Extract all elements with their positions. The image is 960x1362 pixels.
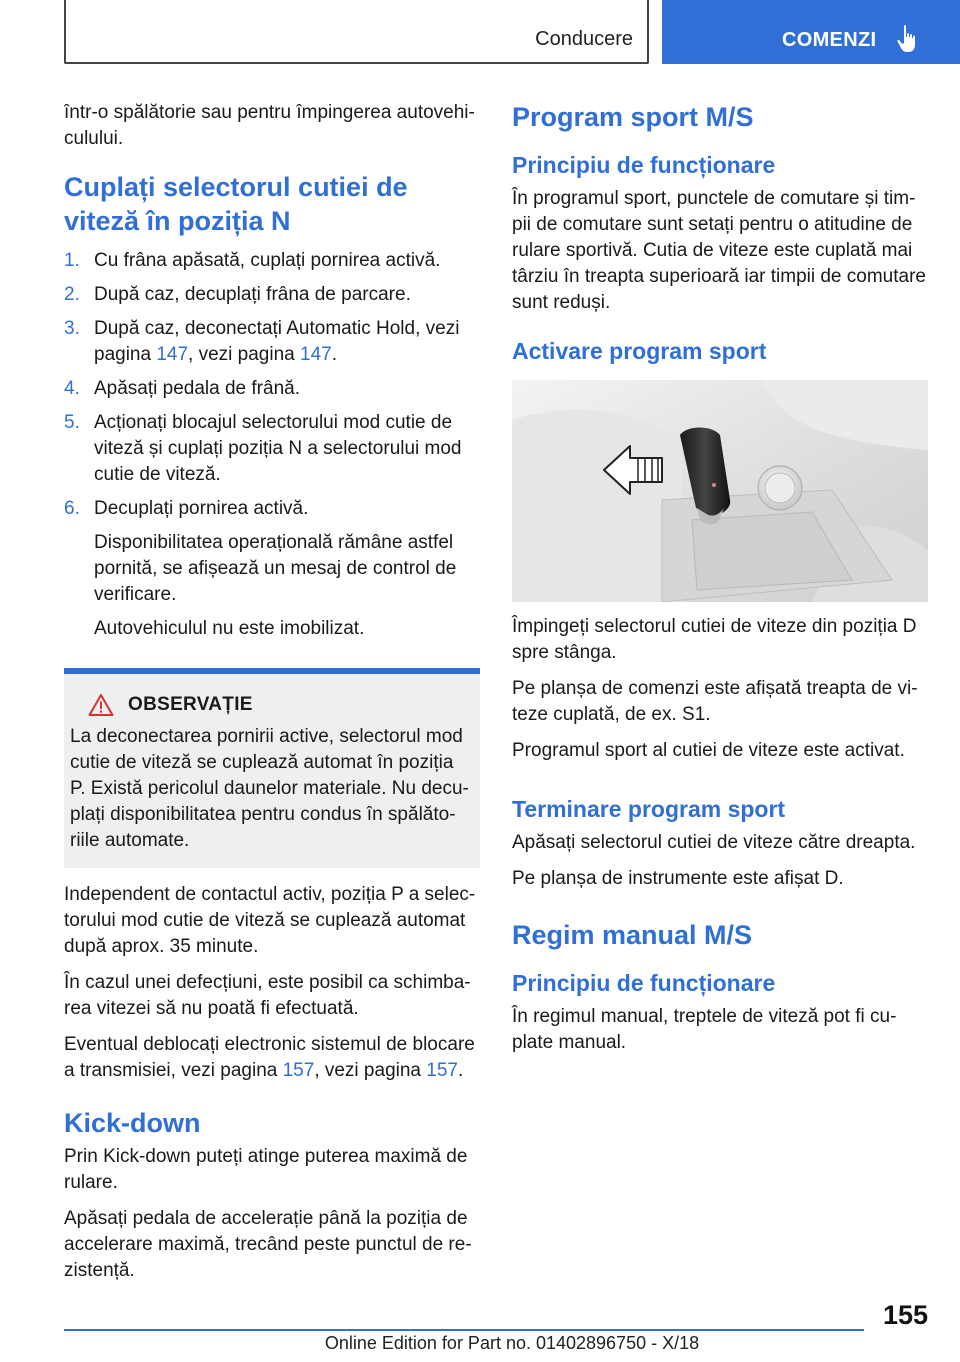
- list-item: [64, 376, 480, 402]
- kickdown-paragraph-1: Prin Kick-down puteți atinge puterea maximă de rulare.: [64, 1146, 468, 1193]
- paragraph-text: Eventual deblocați electronic sistemul de blocare a transmisiei, vezi pagina: [64, 1034, 475, 1081]
- page-link-157[interactable]: 157: [426, 1060, 458, 1081]
- heading-sport-program: Program sport M/S: [512, 102, 754, 132]
- step-number: 3.: [64, 318, 80, 339]
- list-item: [64, 248, 480, 274]
- step-text: După caz, deconectați Automatic Hold, vezi pagina: [94, 318, 460, 365]
- step-number: 5.: [64, 412, 80, 433]
- paragraph-unlock: [64, 1032, 480, 1084]
- warning-triangle-icon: [88, 693, 114, 717]
- page-link-157[interactable]: 157: [282, 1060, 315, 1081]
- step-text: Acționați blocajul selectorului mod cutie de viteză și cuplați poziția N a selectorului mod cutie de viteză.: [94, 412, 462, 485]
- page-link-147[interactable]: 147: [300, 344, 332, 365]
- step-text: , vezi pagina: [188, 344, 301, 365]
- paragraph-text: , vezi pagina: [314, 1060, 427, 1081]
- hand-pointer-icon: [896, 24, 920, 54]
- intro-paragraph: într-o spălătorie sau pentru împingerea autovehiculului.: [64, 102, 475, 149]
- header-section-label: Conducere: [535, 28, 633, 50]
- page-number: 155: [882, 1300, 928, 1330]
- footer-edition: Online Edition for Part no. 01402896750 - X/18: [324, 1333, 700, 1353]
- end-paragraph-2: Pe planșa de instrumente este afișat D.: [512, 868, 844, 889]
- step6-result-2: Autovehiculul nu este imobilizat.: [94, 618, 365, 639]
- principle-paragraph: În programul sport, punctele de comutare și timpii de comutare sunt setați pentru o atitudine de rulare sportivă. Cutia de viteze este cuplată mai târziu în treapta superioară iar timpii de comutare sunt reduși.: [512, 188, 926, 313]
- subheading-principle: Principiu de funcționare: [512, 152, 776, 178]
- step-text: Apăsați pedala de frână.: [94, 378, 300, 399]
- step-text: Decuplați pornirea activă.: [94, 498, 309, 519]
- footer-divider: [64, 1329, 864, 1331]
- note-text: La deconectarea pornirii active, selectorul mod cutie de viteză se cuplează automat în poziția P. Există pericolul daunelor materiale. Nu decuplați disponibilitatea pentru condus în spălătoriile automate.: [70, 726, 469, 851]
- gear-selector-photo: [512, 380, 928, 602]
- end-paragraph-1: Apăsați selectorul cutiei de viteze către dreapta.: [512, 832, 916, 853]
- activate-paragraph-1: Împingeți selectorul cutiei de viteze din poziția D spre stânga.: [512, 616, 917, 663]
- note-box: [64, 668, 480, 868]
- step-number: 2.: [64, 284, 80, 305]
- header-tab-comenzi[interactable]: [662, 0, 960, 64]
- subheading-end-sport: Terminare program sport: [512, 796, 786, 822]
- right-column: [512, 100, 928, 1066]
- activate-paragraph-2: Pe planșa de comenzi este afișată treapta de viteze cuplată, de ex. S1.: [512, 678, 918, 725]
- subheading-activate: Activare program sport: [512, 338, 767, 364]
- heading-kickdown: Kick-down: [64, 1108, 201, 1138]
- step-text: Cu frâna apăsată, cuplați pornirea activă.: [94, 250, 441, 271]
- paragraph-defect: În cazul unei defecțiuni, este posibil ca schimbarea vitezei să nu poată fi efectuată.: [64, 972, 471, 1019]
- step-number: 1.: [64, 250, 80, 271]
- step-number: 4.: [64, 378, 80, 399]
- step6-result-1: Disponibilitatea operațională rămâne astfel pornită, se afișează un mesaj de control de verificare.: [94, 532, 457, 605]
- list-item: [64, 410, 480, 488]
- heading-neutral: Cuplați selectorul cutiei de viteză în poziția N: [64, 172, 408, 236]
- left-column: [64, 100, 480, 1294]
- page-link-147[interactable]: 147: [156, 344, 189, 365]
- manual-paragraph: În regimul manual, treptele de viteză pot fi cuplate manual.: [512, 1006, 897, 1053]
- note-header: [70, 692, 472, 718]
- step-text: După caz, decuplați frâna de parcare.: [94, 284, 411, 305]
- note-title: OBSERVAȚIE: [128, 694, 253, 715]
- list-item: [64, 316, 480, 368]
- subheading-principle-manual: Principiu de funcționare: [512, 970, 776, 996]
- list-item: [64, 282, 480, 308]
- kickdown-paragraph-2: Apăsați pedala de accelerație până la poziția de accelerare maximă, trecând peste punctul de rezistență.: [64, 1208, 472, 1281]
- header-tab-label: COMENZI: [782, 29, 877, 51]
- paragraph-auto-p: Independent de contactul activ, poziția P a selectorului mod cutie de viteză se cuplează automat după aprox. 35 minute.: [64, 884, 476, 957]
- paragraph-text: .: [457, 1060, 464, 1081]
- step-number: 6.: [64, 498, 80, 519]
- activate-paragraph-3: Programul sport al cutiei de viteze este activat.: [512, 740, 905, 761]
- heading-manual-mode: Regim manual M/S: [512, 920, 753, 950]
- step-text: .: [331, 344, 337, 365]
- steps-list: [64, 248, 480, 522]
- header-section-box: [64, 0, 649, 64]
- list-item: [64, 496, 480, 522]
